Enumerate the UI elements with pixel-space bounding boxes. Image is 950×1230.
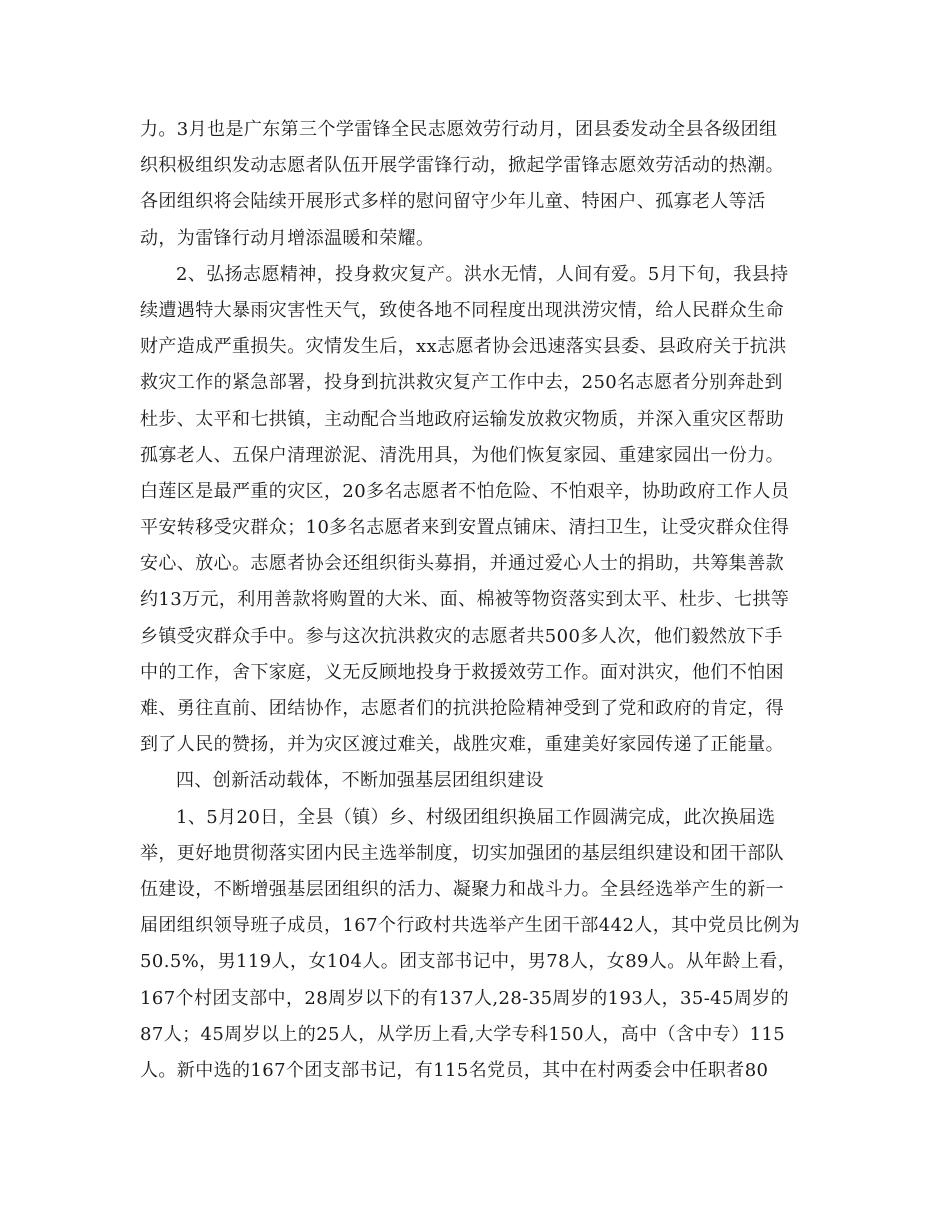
text-line: 安心、放心。志愿者协会还组织街头募捐，并通过爱心人士的捐助，共筹集善款 (140, 553, 784, 575)
text-line: 人。新中选的167个团支部书记，有115名党员，其中在村两委会中任职者80 (140, 1059, 769, 1081)
text-line: 2、弘扬志愿精神，投身救灾复产。洪水无情，人间有爱。5月下旬，我县持 (176, 263, 789, 285)
text-line: 救灾工作的紧急部署，投身到抗洪救灾复产工作中去，250名志愿者分别奔赴到 (140, 372, 783, 394)
text-line: 届团组织领导班子成员，167个行政村共选举产生团干部442人，其中党员比例为 (140, 915, 800, 937)
text-line: 乡镇受灾群众手中。参与这次抗洪救灾的志愿者共500多人次，他们毅然放下手 (140, 625, 783, 647)
text-line: 约13万元，利用善款将购置的大米、面、棉被等物资落实到太平、杜步、七拱等 (140, 589, 790, 611)
text-line: 孤寡老人、五保户清理淤泥、清洗用具，为他们恢复家园、重建家园出一份力。 (140, 444, 784, 466)
text-line: 续遭遇特大暴雨灾害性天气，致使各地不同程度出现洪涝灾情，给人民群众生命 (140, 299, 784, 321)
text-line: 力。3月也是广东第三个学雷锋全民志愿效劳行动月，团县委发动全县各级团组 (140, 119, 778, 140)
text-line: 1、5月20日，全县（镇）乡、村级团组织换届工作圆满完成，此次换届选 (176, 806, 776, 828)
text-line: 杜步、太平和七拱镇，主动配合当地政府运输发放救灾物质，并深入重灾区帮助 (140, 408, 784, 430)
text-line: 167个村团支部中，28周岁以下的有137人,28-35周岁的193人，35-45周岁的 (140, 987, 790, 1009)
text-line: 四、创新活动载体，不断加强基层团组织建设 (176, 770, 544, 792)
text-line: 平安转移受灾群众；10多名志愿者来到安置点铺床、清扫卫生，让受灾群众住得 (140, 517, 790, 539)
text-line: 到了人民的赞扬，并为灾区渡过难关，战胜灾难，重建美好家园传递了正能量。 (140, 734, 784, 756)
text-line: 难、勇往直前、团结协作，志愿者们的抗洪抢险精神受到了党和政府的肯定，得 (140, 698, 784, 719)
text-line: 白莲区是最严重的灾区，20多名志愿者不怕危险、不怕艰辛，协助政府工作人员 (140, 480, 790, 502)
text-line: 财产造成严重损失。灾情发生后，xx志愿者协会迅速落实县委、县政府关于抗洪 (140, 336, 787, 358)
text-line: 动，为雷锋行动月增添温暖和荣耀。 (140, 227, 435, 249)
text-line: 87人；45周岁以上的25人，从学历上看,大学专科150人，高中（含中专）115 (140, 1023, 786, 1045)
text-line: 举，更好地贯彻落实团内民主选举制度，切实加强团的基层组织建设和团干部队 (140, 842, 784, 864)
text-line: 织积极组织发动志愿者队伍开展学雷锋行动，掀起学雷锋志愿效劳活动的热潮。 (140, 155, 784, 177)
text-line: 各团组织将会陆续开展形式多样的慰问留守少年儿童、特困户、孤寡老人等活 (140, 191, 766, 213)
document-body (140, 112, 820, 1089)
text-line: 中的工作，舍下家庭，义无反顾地投身于救援效劳工作。面对洪灾，他们不怕困 (140, 661, 784, 683)
text-line: 50.5%，男119人，女104人。团支部书记中，男78人，女89人。从年龄上看， (140, 951, 797, 973)
text-line: 伍建设，不断增强基层团组织的活力、凝聚力和战斗力。全县经选举产生的新一 (140, 878, 784, 900)
